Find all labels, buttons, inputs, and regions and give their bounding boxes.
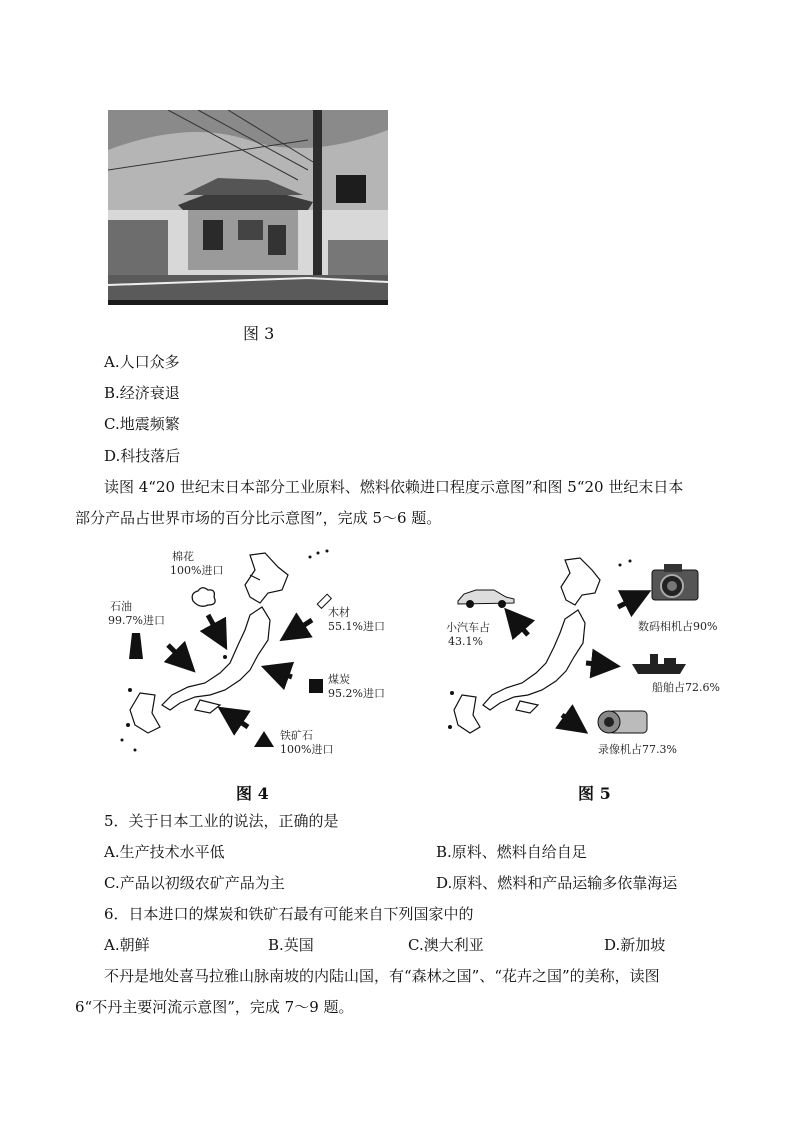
coal-label: 煤炭 — [328, 673, 350, 686]
coal-value: 95.2%进口 — [328, 687, 385, 700]
figure4-map — [100, 545, 410, 770]
iron-ore-value: 100%进口 — [280, 743, 334, 756]
figure3-photo — [108, 110, 388, 305]
q4-option-d: D.科技落后 — [104, 447, 181, 465]
oil-label: 石油 — [110, 600, 132, 613]
q6-option-b: B.英国 — [268, 936, 314, 954]
q6-option-a: A.朝鲜 — [104, 936, 150, 954]
intro-5-6-line1: 读图 4“20 世纪末日本部分工业原料、燃料依赖进口程度示意图”和图 5“20 世纪末日本 — [104, 478, 684, 496]
iron-ore-label: 铁矿石 — [280, 729, 313, 742]
oil-value: 99.7%进口 — [108, 614, 165, 627]
q4-option-c: C.地震频繁 — [104, 415, 180, 433]
import-arrows — [100, 545, 410, 770]
video-camera-label: 录像机占77.3% — [598, 743, 677, 756]
camera-label: 数码相机占90% — [638, 620, 718, 633]
q4-option-a: A.人口众多 — [104, 353, 180, 371]
car-value: 43.1% — [448, 635, 483, 648]
q5-stem: 5．关于日本工业的说法，正确的是 — [104, 812, 339, 830]
car-label: 小汽车占 — [446, 621, 490, 634]
ship-label: 船舶占72.6% — [652, 681, 720, 694]
q6-option-c: C.澳大利亚 — [408, 936, 484, 954]
wood-value: 55.1%进口 — [328, 620, 385, 633]
cotton-value: 100%进口 — [170, 564, 224, 577]
figure4-caption: 图 4 — [236, 784, 269, 803]
q5-option-d: D.原料、燃料和产品运输多依靠海运 — [436, 874, 678, 892]
cotton-label: 棉花 — [172, 550, 194, 563]
q5-option-a: A.生产技术水平低 — [104, 843, 225, 861]
q5-option-b: B.原料、燃料自给自足 — [436, 843, 587, 861]
q6-stem: 6．日本进口的煤炭和铁矿石最有可能来自下列国家中的 — [104, 905, 474, 923]
q5-option-c: C.产品以初级农矿产品为主 — [104, 874, 285, 892]
intro-7-9-line1: 不丹是地处喜马拉雅山脉南坡的内陆山国，有“森林之国”、“花卉之国”的美称，读图 — [104, 967, 660, 985]
figure5-caption: 图 5 — [578, 784, 611, 803]
intro-7-9-line2: 6“不丹主要河流示意图”，完成 7～9 题。 — [75, 998, 354, 1016]
figure5-map — [440, 555, 740, 770]
q6-option-d: D.新加坡 — [604, 936, 666, 954]
wood-label: 木材 — [328, 606, 350, 619]
figure3-caption: 图 3 — [243, 324, 275, 343]
q4-option-b: B.经济衰退 — [104, 384, 180, 402]
intro-5-6-line2: 部分产品占世界市场的百分比示意图”，完成 5～6 题。 — [75, 509, 442, 527]
export-arrows — [440, 555, 740, 770]
